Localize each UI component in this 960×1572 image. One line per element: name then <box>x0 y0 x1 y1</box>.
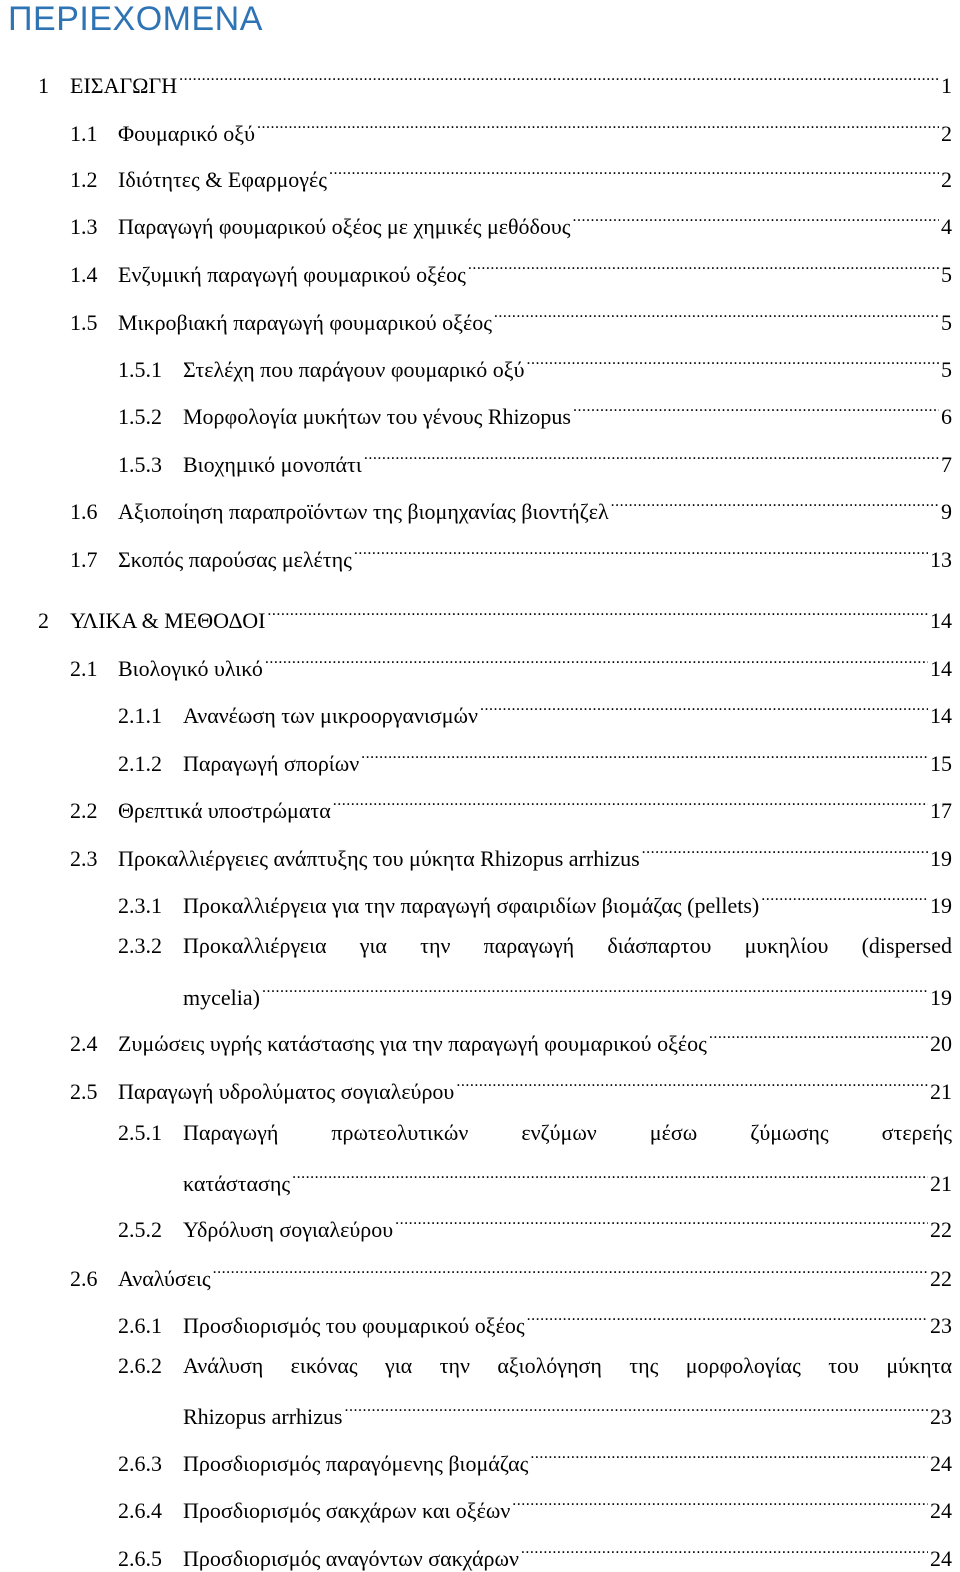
toc-entry[interactable] <box>70 208 952 240</box>
toc-entry-number: 2.6.1 <box>118 1313 162 1338</box>
dot-leader <box>480 697 928 723</box>
dot-leader <box>395 1211 928 1237</box>
toc-entry-number: 1.5.1 <box>118 357 162 382</box>
dot-leader <box>761 887 928 913</box>
toc-entry-title-cont: κατάστασης <box>183 1171 291 1196</box>
toc-entry-page: 14 <box>930 608 952 633</box>
toc-entry-page: 23 <box>930 1313 952 1338</box>
toc-entry[interactable] <box>118 1211 952 1243</box>
toc-entry-number: 1.7 <box>70 547 98 572</box>
toc-entry-number: 1 <box>38 73 49 98</box>
dot-leader <box>573 398 939 424</box>
toc-entry-number: 2.1 <box>70 656 98 681</box>
toc-entry-number: 2.2 <box>70 798 98 823</box>
toc-entry[interactable] <box>118 1492 952 1524</box>
toc-entry[interactable] <box>70 1073 952 1105</box>
toc-entry-title: Παραγωγή φουμαρικού οξέος με χημικές μεθόδους <box>118 214 571 239</box>
toc-entry[interactable] <box>38 602 952 634</box>
toc-entry[interactable] <box>70 541 952 573</box>
dot-leader <box>333 792 928 818</box>
toc-entry-page: 9 <box>941 499 952 524</box>
toc-entry[interactable] <box>118 351 952 383</box>
toc-entry-page: 22 <box>930 1217 952 1242</box>
toc-entry[interactable] <box>70 1260 952 1292</box>
toc-entry[interactable] <box>38 67 952 99</box>
toc-entry-page: 7 <box>941 452 952 477</box>
toc-entry[interactable] <box>70 493 952 525</box>
dot-leader <box>512 1492 928 1518</box>
toc-entry-page: 14 <box>930 656 952 681</box>
dot-leader <box>361 745 928 771</box>
toc-entry[interactable] <box>70 792 952 824</box>
toc-entry-title: Αξιοποίηση παραπροϊόντων της βιομηχανίας βιοντήζελ <box>118 499 609 524</box>
toc-entry-title: Θρεπτικά υποστρώματα <box>118 798 331 823</box>
toc-entry-number: 2.6.4 <box>118 1498 162 1523</box>
toc-entry-number: 2.1.2 <box>118 751 162 776</box>
toc-entry-title: Ανάλυση εικόνας για την αξιολόγηση της μορφολογίας του μύκητα <box>183 1353 952 1378</box>
toc-entry-number: 2.5.1 <box>118 1120 162 1145</box>
toc-entry-title: ΥΛΙΚΑ & ΜΕΘΟΔΟΙ <box>70 608 266 633</box>
toc-entry[interactable] <box>70 161 952 193</box>
dot-leader <box>344 1398 928 1424</box>
dot-leader <box>526 351 939 377</box>
toc-entry-page: 4 <box>941 214 952 239</box>
toc-entry-title: Φουμαρικό οξύ <box>118 121 255 146</box>
toc-entry-number: 1.3 <box>70 214 98 239</box>
toc-entry-number: 2.5 <box>70 1079 98 1104</box>
toc-entry-title: Μικροβιακή παραγωγή φουμαρικού οξέος <box>118 310 492 335</box>
toc-entry-title-cont: Rhizopus arrhizus <box>183 1404 343 1429</box>
toc-entry-continuation[interactable] <box>183 1165 952 1197</box>
toc-entry-title: Προσδιορισμός αναγόντων σακχάρων <box>183 1546 519 1571</box>
toc-entry-continuation[interactable] <box>183 1398 952 1430</box>
toc-entry-title-cont: mycelia) <box>183 985 260 1010</box>
toc-entry-page: 19 <box>930 846 952 871</box>
dot-leader <box>354 541 928 567</box>
toc-entry-page: 19 <box>930 985 952 1010</box>
toc-entry[interactable] <box>70 1025 952 1057</box>
toc-entry[interactable] <box>118 933 952 959</box>
toc-entry-number: 2.6.5 <box>118 1546 162 1571</box>
toc-entry-page: 6 <box>941 404 952 429</box>
dot-leader <box>329 161 939 187</box>
toc-entry-title: Υδρόλυση σογιαλεύρου <box>183 1217 394 1242</box>
dot-leader <box>265 650 928 676</box>
toc-entry-page: 5 <box>941 310 952 335</box>
dot-leader <box>456 1073 928 1099</box>
dot-leader <box>262 979 928 1005</box>
toc-entry[interactable] <box>118 1307 952 1339</box>
toc-entry-number: 2.3.2 <box>118 933 162 958</box>
toc-entry-number: 1.5 <box>70 310 98 335</box>
dot-leader <box>573 208 939 234</box>
toc-entry-title: Παραγωγή πρωτεολυτικών ενζύμων μέσω ζύμωσης στερεής <box>183 1120 952 1145</box>
toc-entry-page: 21 <box>930 1079 952 1104</box>
toc-entry-number: 1.5.3 <box>118 452 162 477</box>
toc-entry-number: 2.6 <box>70 1266 98 1291</box>
toc-entry-page: 2 <box>941 121 952 146</box>
toc-entry-page: 15 <box>930 751 952 776</box>
toc-entry-title: Σκοπός παρούσας μελέτης <box>118 547 352 572</box>
toc-entry-number: 2.5.2 <box>118 1217 162 1242</box>
dot-leader <box>364 446 939 472</box>
toc-entry-title: Στελέχη που παράγουν φουμαρικό οξύ <box>183 357 525 382</box>
toc-entry-title: Ενζυμική παραγωγή φουμαρικού οξέος <box>118 262 466 287</box>
toc-entry-title: ΕΙΣΑΓΩΓΗ <box>70 73 178 98</box>
toc-entry-page: 1 <box>941 73 952 98</box>
toc-entry-title: Παραγωγή σπορίων <box>183 751 360 776</box>
toc-entry-page: 14 <box>930 703 952 728</box>
toc-entry-title: Ανανέωση των μικροοργανισμών <box>183 703 478 728</box>
toc-entry-page: 19 <box>930 893 952 918</box>
toc-entry[interactable] <box>70 840 952 872</box>
toc-entry-title: Προκαλλιέργειες ανάπτυξης του μύκητα Rhizopus arrhizus <box>118 846 640 871</box>
toc-entry-title: Προσδιορισμός σακχάρων και οξέων <box>183 1498 511 1523</box>
toc-entry-page: 13 <box>930 547 952 572</box>
toc-entry-number: 2.3 <box>70 846 98 871</box>
dot-leader <box>179 67 939 93</box>
toc-entry-page: 17 <box>930 798 952 823</box>
toc-entry-number: 1.6 <box>70 499 98 524</box>
toc-entry-title: Βιοχημικό μονοπάτι <box>183 452 362 477</box>
toc-entry-number: 2.3.1 <box>118 893 162 918</box>
toc-entry-continuation[interactable] <box>183 979 952 1011</box>
toc-entry-title: Ζυμώσεις υγρής κατάστασης για την παραγωγή φουμαρικού οξέος <box>118 1031 707 1056</box>
toc-entry-page: 20 <box>930 1031 952 1056</box>
toc-entry-page: 24 <box>930 1498 952 1523</box>
toc-entry[interactable] <box>118 745 952 777</box>
toc-entry[interactable] <box>118 446 952 478</box>
dot-leader <box>468 256 939 282</box>
toc-entry-page: 23 <box>930 1404 952 1429</box>
toc-entry[interactable] <box>118 1353 952 1379</box>
dot-leader <box>530 1445 928 1471</box>
dot-leader <box>267 602 928 628</box>
toc-entry-title: Μορφολογία μυκήτων του γένους Rhizopus <box>183 404 571 429</box>
toc-entry-title: Προσδιορισμός του φουμαρικού οξέος <box>183 1313 525 1338</box>
toc-entry[interactable] <box>118 1120 952 1146</box>
toc-entry[interactable] <box>118 697 952 729</box>
dot-leader <box>257 115 939 141</box>
toc-entry[interactable] <box>70 256 952 288</box>
dot-leader <box>611 493 939 519</box>
dot-leader <box>709 1025 928 1051</box>
toc-entry-number: 1.4 <box>70 262 98 287</box>
toc-entry[interactable] <box>118 398 952 430</box>
toc-entry-title: Αναλύσεις <box>118 1266 211 1291</box>
toc-entry-number: 2.1.1 <box>118 703 162 728</box>
toc-entry[interactable] <box>118 887 952 919</box>
toc-entry-title: Προσδιορισμός παραγόμενης βιομάζας <box>183 1451 529 1476</box>
toc-entry-title: Βιολογικό υλικό <box>118 656 263 681</box>
toc-entry-title: Προκαλλιέργεια για την παραγωγή σφαιριδίων βιομάζας (pellets) <box>183 893 760 918</box>
toc-entry-title: Παραγωγή υδρολύματος σογιαλεύρου <box>118 1079 455 1104</box>
toc-entry-number: 2.6.3 <box>118 1451 162 1476</box>
toc-entry-title: Ιδιότητες & Εφαρμογές <box>118 167 327 192</box>
toc-heading: ΠΕΡΙΕΧΟΜΕΝΑ <box>8 0 263 38</box>
dot-leader <box>521 1540 928 1566</box>
dot-leader <box>642 840 928 866</box>
toc-entry[interactable] <box>118 1445 952 1477</box>
toc-entry-page: 22 <box>930 1266 952 1291</box>
dot-leader <box>494 304 939 330</box>
toc-entry-number: 2.4 <box>70 1031 98 1056</box>
toc-entry-number: 1.5.2 <box>118 404 162 429</box>
toc-entry[interactable] <box>70 115 952 147</box>
dot-leader <box>527 1307 928 1333</box>
dot-leader <box>213 1260 928 1286</box>
toc-entry[interactable] <box>118 1540 952 1572</box>
toc-entry-page: 24 <box>930 1451 952 1476</box>
toc-entry-page: 21 <box>930 1171 952 1196</box>
toc-entry-page: 2 <box>941 167 952 192</box>
toc-entry-number: 2 <box>38 608 49 633</box>
toc-entry[interactable] <box>70 304 952 336</box>
toc-entry-page: 24 <box>930 1546 952 1571</box>
toc-entry-page: 5 <box>941 262 952 287</box>
toc-entry-page: 5 <box>941 357 952 382</box>
toc-entry-number: 1.2 <box>70 167 98 192</box>
toc-entry-number: 1.1 <box>70 121 98 146</box>
toc-entry-number: 2.6.2 <box>118 1353 162 1378</box>
toc-entry-title: Προκαλλιέργεια για την παραγωγή διάσπαρτου μυκηλίου (dispersed <box>183 933 952 958</box>
toc-entry[interactable] <box>70 650 952 682</box>
dot-leader <box>292 1165 928 1191</box>
